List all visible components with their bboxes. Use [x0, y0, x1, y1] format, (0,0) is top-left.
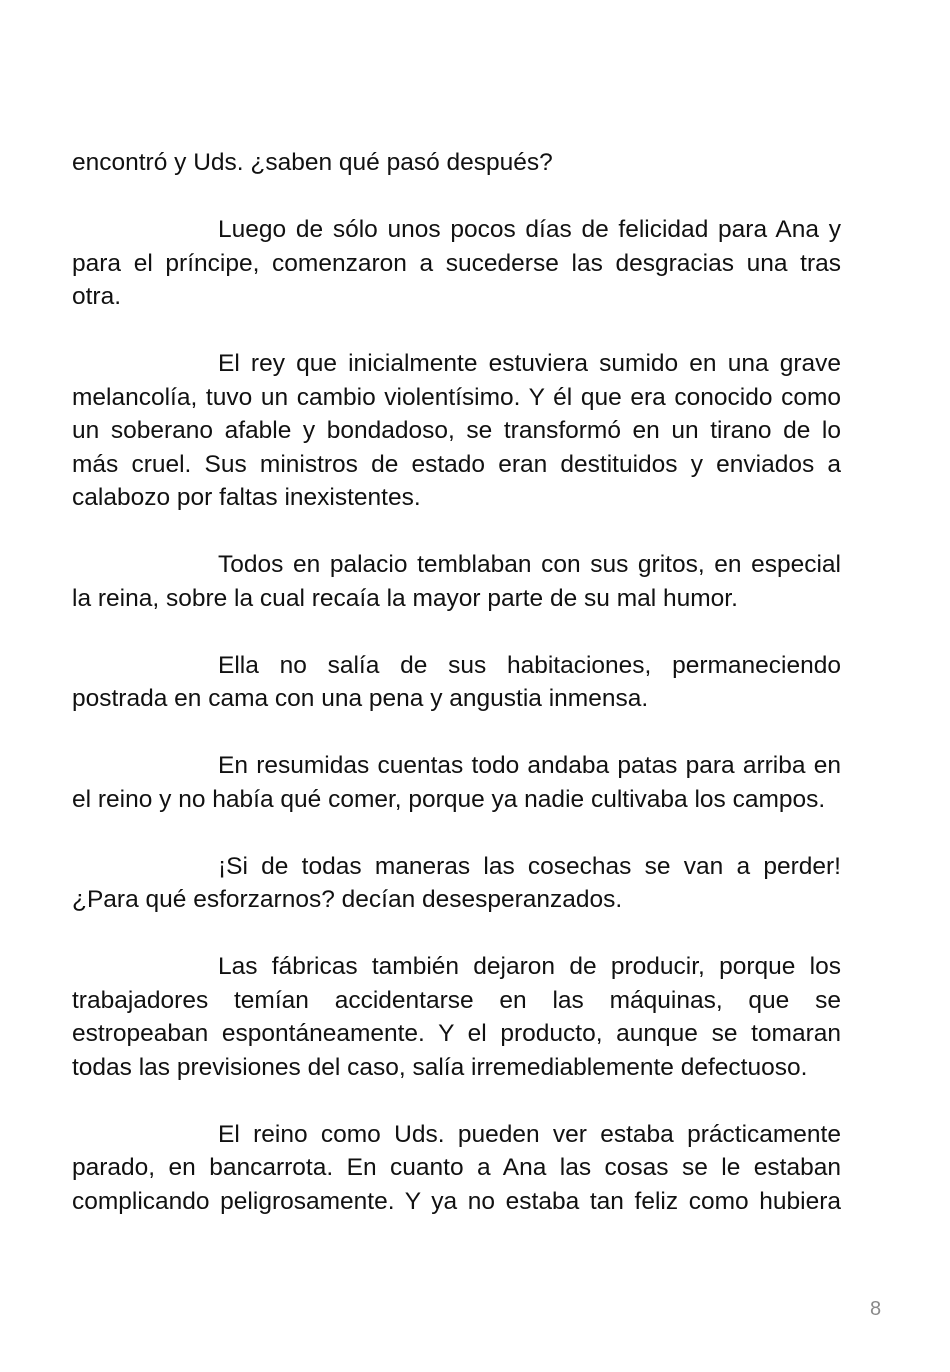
paragraph: Las fábricas también dejaron de producir, porque los trabajadores temían accidentarse en las máquinas, que se estropeaban espontáneamente. Y el producto, aunque se tomaran todas las previsiones del caso, salía irremediablemente defectuoso. — [72, 953, 841, 1081]
paragraph: encontró y Uds. ¿saben qué pasó después? — [72, 149, 553, 176]
paragraph: Ella no salía de sus habitaciones, permaneciendo postrada en cama con una pena y angustia inmensa. — [72, 651, 841, 712]
page-body — [72, 146, 841, 1218]
paragraph: En resumidas cuentas todo andaba patas para arriba en el reino y no había qué comer, porque ya nadie cultivaba los campos. — [72, 752, 841, 813]
paragraph: Luego de sólo unos pocos días de felicidad para Ana y para el príncipe, comenzaron a sucederse las desgracias una tras otra. — [72, 216, 841, 310]
page-number: 8 — [870, 1298, 882, 1320]
paragraph: El reino como Uds. pueden ver estaba prácticamente parado, en bancarrota. En cuanto a Ana las cosas se le estaban complicando peligrosamente. Y ya no estaba tan feliz como hubiera — [72, 1120, 841, 1215]
paragraph: El rey que inicialmente estuviera sumido en una grave melancolía, tuvo un cambio violentísimo. Y él que era conocido como un soberano afable y bondadoso, se transformó en un tirano de lo más cruel. Sus ministros de estado eran destituidos y enviados a calabozo por faltas inexistentes. — [72, 350, 841, 511]
paragraph: ¡Si de todas maneras las cosechas se van a perder! ¿Para qué esforzarnos? decían desesperanzados. — [72, 852, 841, 913]
paragraph: Todos en palacio temblaban con sus gritos, en especial la reina, sobre la cual recaía la mayor parte de su mal humor. — [72, 551, 841, 612]
